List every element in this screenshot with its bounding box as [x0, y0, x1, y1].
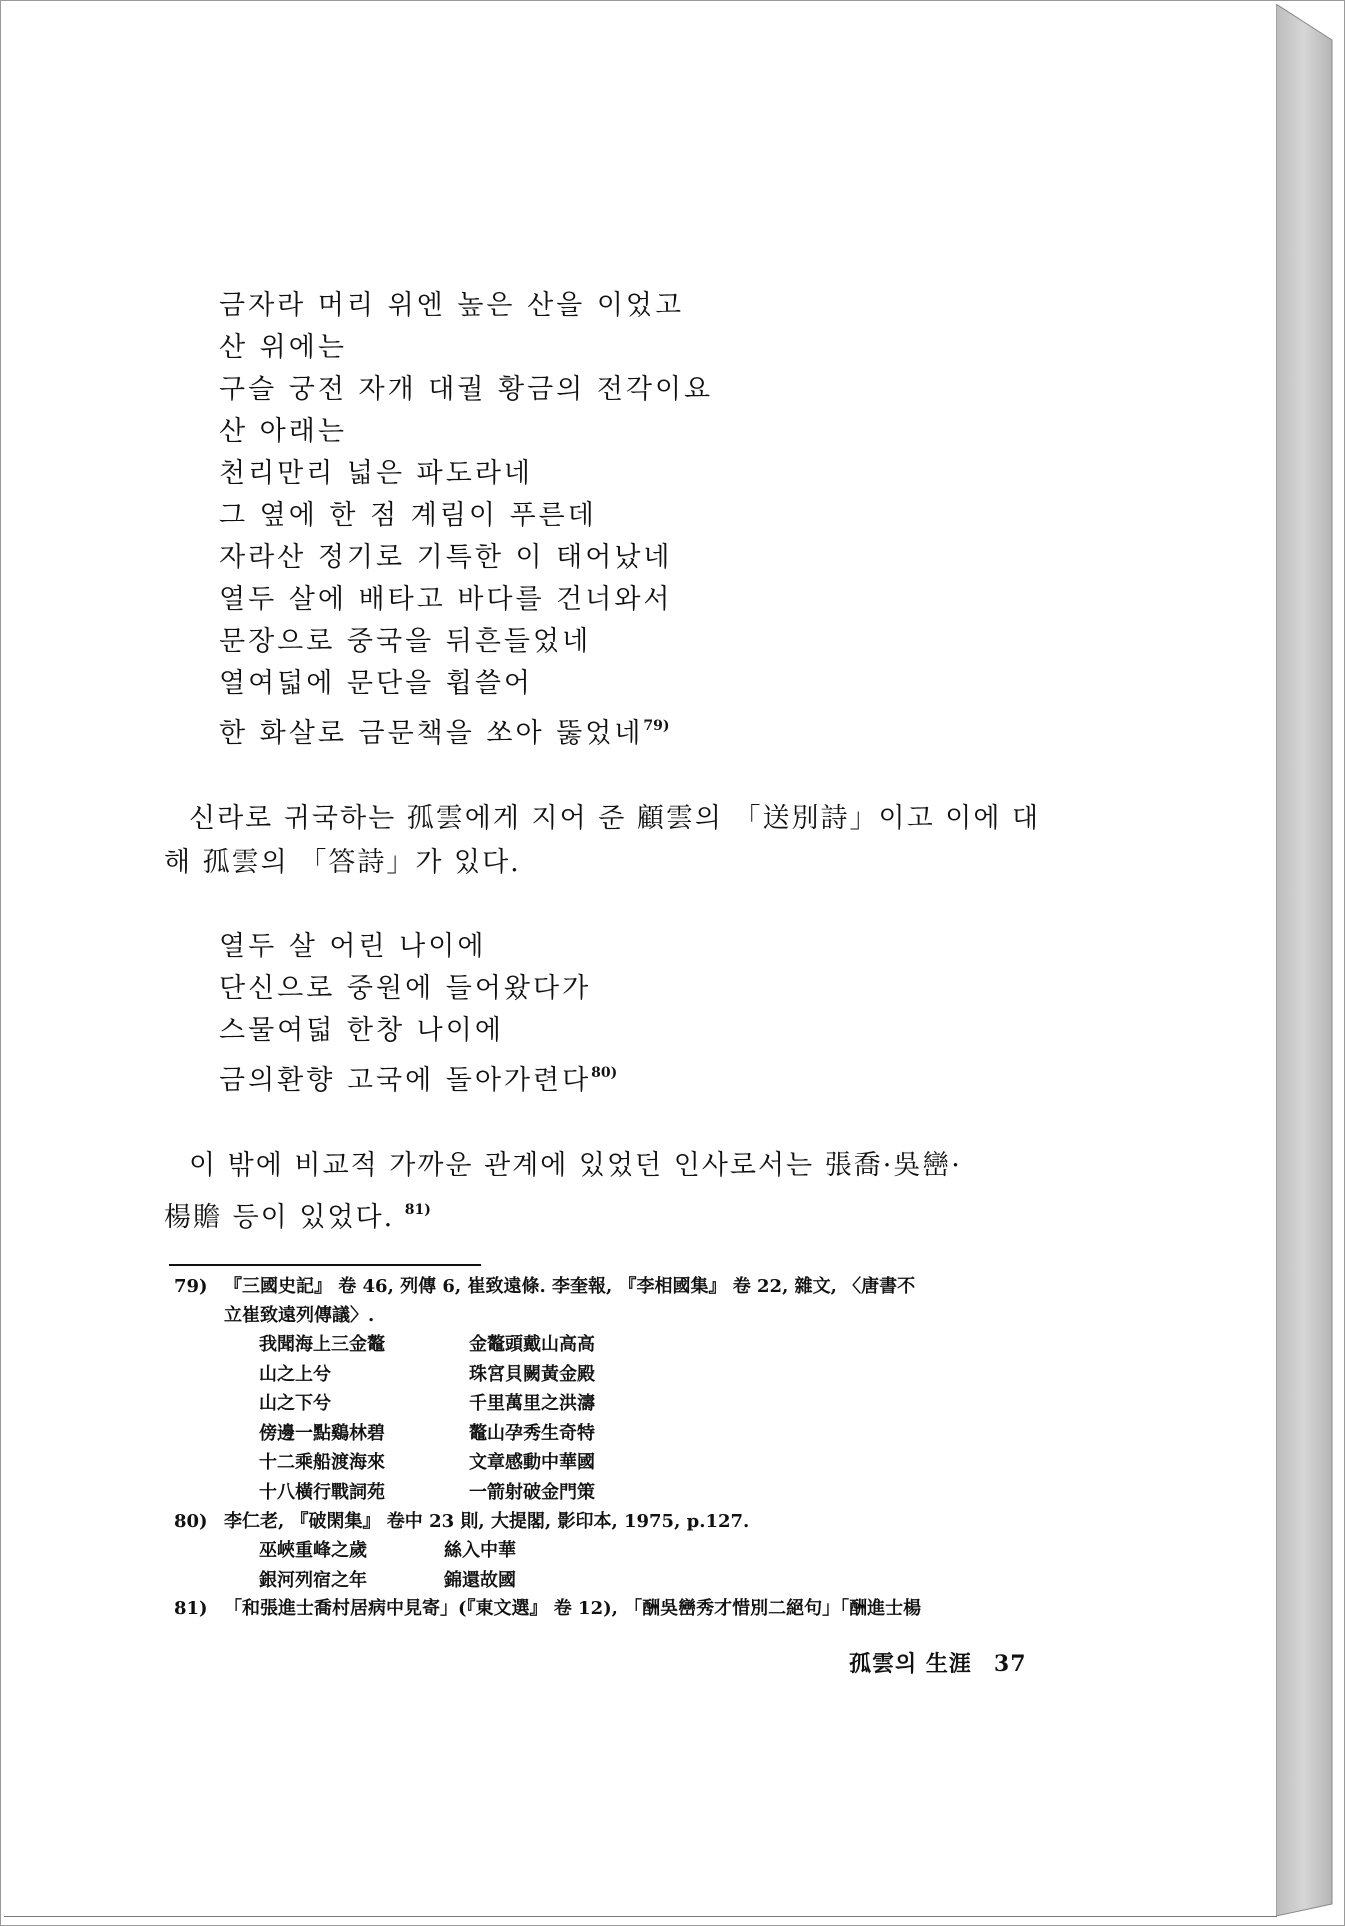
verse-left: 傍邊一點鷄林碧	[259, 1422, 385, 1444]
verse-row	[259, 1478, 595, 1508]
footnote-ref-80[interactable]: 80)	[591, 1065, 618, 1081]
footnote-80-verse	[259, 1536, 516, 1595]
paragraph-line: 이 밖에 비교적 가까운 관계에 있었던 인사로서는 張喬·吳巒·	[189, 1150, 962, 1181]
spine-shading	[1276, 4, 1340, 1916]
verse-left: 山之上兮	[259, 1363, 331, 1385]
footnote-81	[174, 1594, 921, 1623]
poem-1	[219, 285, 713, 755]
poem-line-text: 금의환향 고국에 돌아가련다	[219, 1065, 592, 1096]
footnote-79-continued: 立崔致遠列傳議〉.	[224, 1305, 375, 1326]
poem-line-text: 한 화살로 금문책을 쏘아 뚫었네	[219, 718, 644, 749]
verse-row	[259, 1536, 516, 1566]
footnote-number: 80)	[174, 1511, 208, 1532]
poem-2	[219, 926, 617, 1102]
verse-left: 我聞海上三金鼇	[259, 1334, 385, 1355]
verse-left: 十二乘船渡海來	[259, 1452, 385, 1473]
poem-line-last	[219, 705, 713, 755]
footnote-text: 『三國史記』 卷 46, 列傳 6, 崔致遠條. 李奎報, 『李相國集』 卷 22, 雜文, 〈唐書不	[224, 1276, 916, 1297]
verse-left: 山之下兮	[259, 1393, 331, 1414]
verse-right: 文章感動中華國	[469, 1452, 595, 1473]
poem-line: 열여덟에 문단을 휩쓸어	[219, 668, 533, 699]
footnote-text: 「和張進士喬村居病中見寄」(『東文選』 卷 12), 「酬吳巒秀才惜別二絕句」「酬進士楊	[224, 1598, 922, 1619]
paragraph-2	[164, 1144, 1064, 1240]
paragraph-line-text: 楊贍 등이 있었다.	[164, 1202, 395, 1233]
poem-line: 자라산 정기로 기특한 이 태어났네	[219, 542, 673, 573]
poem-line: 문장으로 중국을 뒤흔들었네	[219, 626, 592, 657]
verse-right: 一箭射破金門策	[469, 1481, 595, 1503]
poem-line: 금자라 머리 위엔 높은 산을 이었고	[219, 290, 685, 321]
footnote-79-verse	[259, 1330, 595, 1507]
footnote-ref-81[interactable]: 81)	[404, 1202, 431, 1218]
verse-right: 千里萬里之洪濤	[469, 1393, 595, 1414]
paragraph-line: 해 孤雲의 「答詩」가 있다.	[164, 847, 521, 878]
verse-left: 銀河列宿之年	[259, 1569, 367, 1591]
paragraph-line: 신라로 귀국하는 孤雲에게 지어 준 顧雲의 「送別詩」이고 이에 대	[189, 803, 1041, 834]
verse-right: 金鼇頭戴山高高	[469, 1334, 595, 1355]
poem-line: 열두 살 어린 나이에	[219, 931, 487, 962]
footnote-number: 79)	[174, 1276, 208, 1297]
poem-line: 그 옆에 한 점 계림이 푸른데	[219, 500, 597, 531]
verse-row	[259, 1566, 516, 1596]
verse-row	[259, 1330, 595, 1360]
footnote-number: 81)	[174, 1598, 208, 1619]
verse-row	[259, 1389, 595, 1419]
verse-row	[259, 1448, 595, 1478]
book-page	[4, 4, 1277, 1917]
footnote-text: 李仁老, 『破閑集』 卷中 23 則, 大提閣, 影印本, 1975, p.127.	[224, 1511, 750, 1532]
verse-right: 絲入中華	[444, 1540, 516, 1561]
verse-row	[259, 1419, 595, 1449]
running-title: 孤雲의 生涯	[849, 1651, 972, 1677]
footnote-80	[174, 1507, 749, 1536]
verse-left: 巫峽重峰之歲	[259, 1540, 367, 1561]
poem-line-last	[219, 1052, 617, 1102]
verse-row	[259, 1360, 595, 1390]
verse-right: 錦還故國	[444, 1569, 516, 1591]
poem-line: 천리만리 넓은 파도라네	[219, 458, 533, 489]
paragraph-line-last	[164, 1188, 1064, 1240]
running-footer	[849, 1647, 1027, 1678]
poem-line: 단신으로 중원에 들어왔다가	[219, 973, 592, 1004]
verse-left: 十八橫行戰詞苑	[259, 1481, 385, 1503]
verse-right: 鼇山孕秀生奇特	[469, 1422, 595, 1444]
poem-line: 구슬 궁전 자개 대궐 황금의 전각이요	[219, 374, 714, 405]
footnote-ref-79[interactable]: 79)	[643, 718, 670, 734]
footnote-79	[174, 1272, 915, 1301]
poem-line: 산 아래는	[219, 416, 347, 447]
page-number: 37	[993, 1651, 1027, 1677]
poem-line: 산 위에는	[219, 332, 347, 363]
book-spine	[1276, 4, 1340, 1916]
paragraph-1	[164, 797, 1064, 885]
poem-line: 열두 살에 배타고 바다를 건너와서	[219, 584, 673, 615]
footnote-divider	[169, 1264, 481, 1266]
poem-line: 스물여덟 한창 나이에	[219, 1015, 504, 1046]
verse-right: 珠宮貝闕黃金殿	[469, 1363, 595, 1385]
